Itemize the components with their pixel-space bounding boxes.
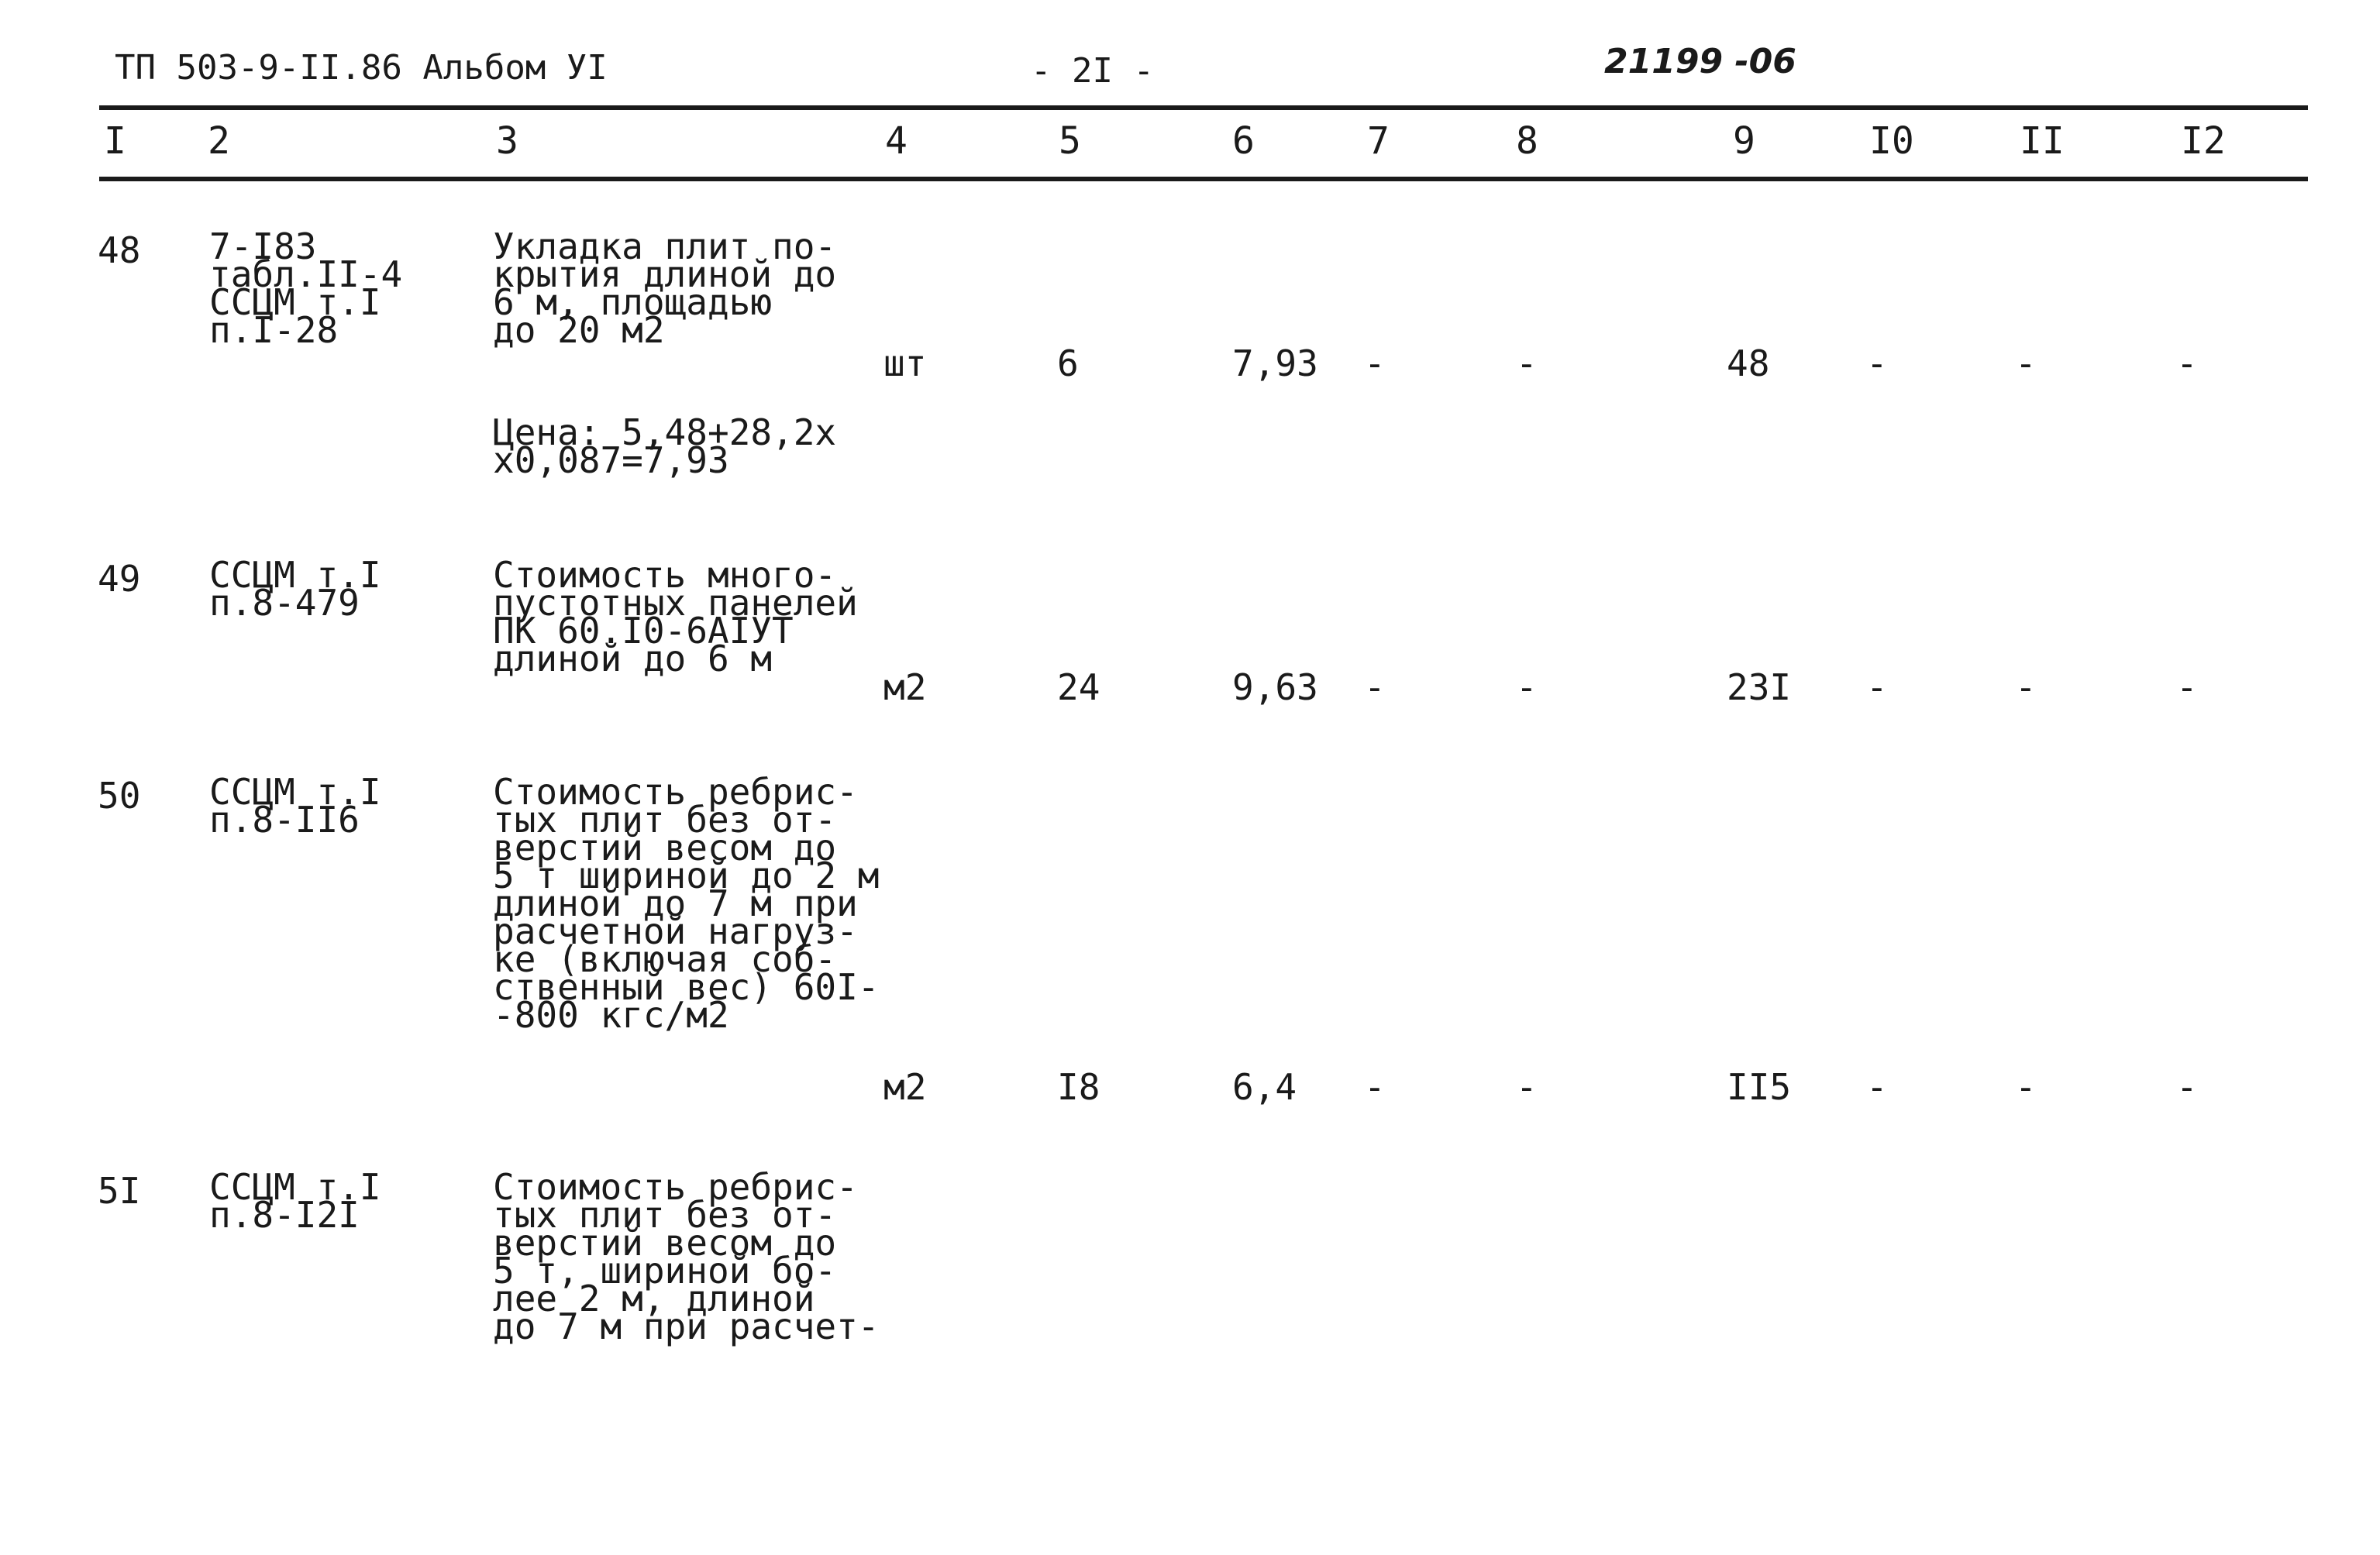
row-col10: - <box>1866 342 1888 384</box>
row-description: Стоимость ребрис- тых плит без от- верстий весом до 5 т шириной до 2 м длиной до 7 м при расчетной нагруз- ке (включая соб- ственный вес) 60I- -800 кгс/м2 <box>493 771 880 1036</box>
row-col8: - <box>1516 1066 1538 1108</box>
header-bottom-rule <box>99 177 2308 181</box>
row-description: Укладка плит по- крытия длиной до 6 м, площадью до 20 м2 <box>493 225 837 351</box>
column-header-3: 3 <box>496 119 518 163</box>
row-reference: ССЦМ т.I п.8-479 <box>209 554 381 624</box>
column-header-12: I2 <box>2181 119 2226 163</box>
header-top-rule <box>99 105 2308 110</box>
row-col12: - <box>2176 342 2198 384</box>
column-header-9: 9 <box>1733 119 1755 163</box>
row-unit: м2 <box>883 666 927 708</box>
document-title: ТП 503-9-II.86 Альбом УI <box>115 48 608 88</box>
row-total: II5 <box>1727 1066 1792 1108</box>
row-col7: - <box>1364 1066 1386 1108</box>
row-col12: - <box>2176 666 2198 708</box>
row-price-note: Цена: 5,48+28,2х х0,087=7,93 <box>493 411 837 481</box>
row-col7: - <box>1364 342 1386 384</box>
column-header-1: I <box>104 119 126 163</box>
row-quantity: 24 <box>1057 666 1100 708</box>
row-total: 48 <box>1727 342 1770 384</box>
row-col12: - <box>2176 1066 2198 1108</box>
row-quantity: 6 <box>1057 342 1079 384</box>
row-unit-price: 7,93 <box>1232 342 1318 384</box>
row-col11: - <box>2015 1066 2037 1108</box>
row-number: 48 <box>98 229 141 271</box>
row-unit: шт <box>883 342 927 384</box>
column-header-6: 6 <box>1232 119 1255 163</box>
row-col7: - <box>1364 666 1386 708</box>
row-number: 5I <box>98 1170 141 1212</box>
row-reference: ССЦМ т.I п.8-II6 <box>209 771 381 841</box>
row-col8: - <box>1516 342 1538 384</box>
row-reference: 7-I83 табл.II-4 ССЦМ т.I п.I-28 <box>209 225 403 351</box>
column-header-2: 2 <box>208 119 230 163</box>
row-unit: м2 <box>883 1066 927 1108</box>
row-quantity: I8 <box>1057 1066 1100 1108</box>
column-header-4: 4 <box>885 119 908 163</box>
row-col11: - <box>2015 342 2037 384</box>
row-description: Стоимость ребрис- тых плит без от- верстий весом до 5 т, шириной бо- лее 2 м, длиной до 7 м при расчет- <box>493 1166 880 1347</box>
row-reference: ССЦМ т.I п.8-I2I <box>209 1166 381 1236</box>
row-col10: - <box>1866 666 1888 708</box>
page-number: - 2I - <box>1031 51 1154 91</box>
column-header-8: 8 <box>1516 119 1538 163</box>
row-total: 23I <box>1727 666 1792 708</box>
row-unit-price: 9,63 <box>1232 666 1318 708</box>
row-col8: - <box>1516 666 1538 708</box>
document-number: 21199 -06 <box>1604 42 1796 81</box>
row-description: Стоимость много- пустотных панелей ПК 60.I0-6АIУТ длиной до 6 м <box>493 554 858 679</box>
column-header-5: 5 <box>1059 119 1081 163</box>
row-col10: - <box>1866 1066 1888 1108</box>
column-header-7: 7 <box>1367 119 1390 163</box>
column-header-10: I0 <box>1869 119 1914 163</box>
row-number: 50 <box>98 775 141 817</box>
column-header-11: II <box>2020 119 2065 163</box>
row-unit-price: 6,4 <box>1232 1066 1297 1108</box>
row-col11: - <box>2015 666 2037 708</box>
row-number: 49 <box>98 558 141 600</box>
